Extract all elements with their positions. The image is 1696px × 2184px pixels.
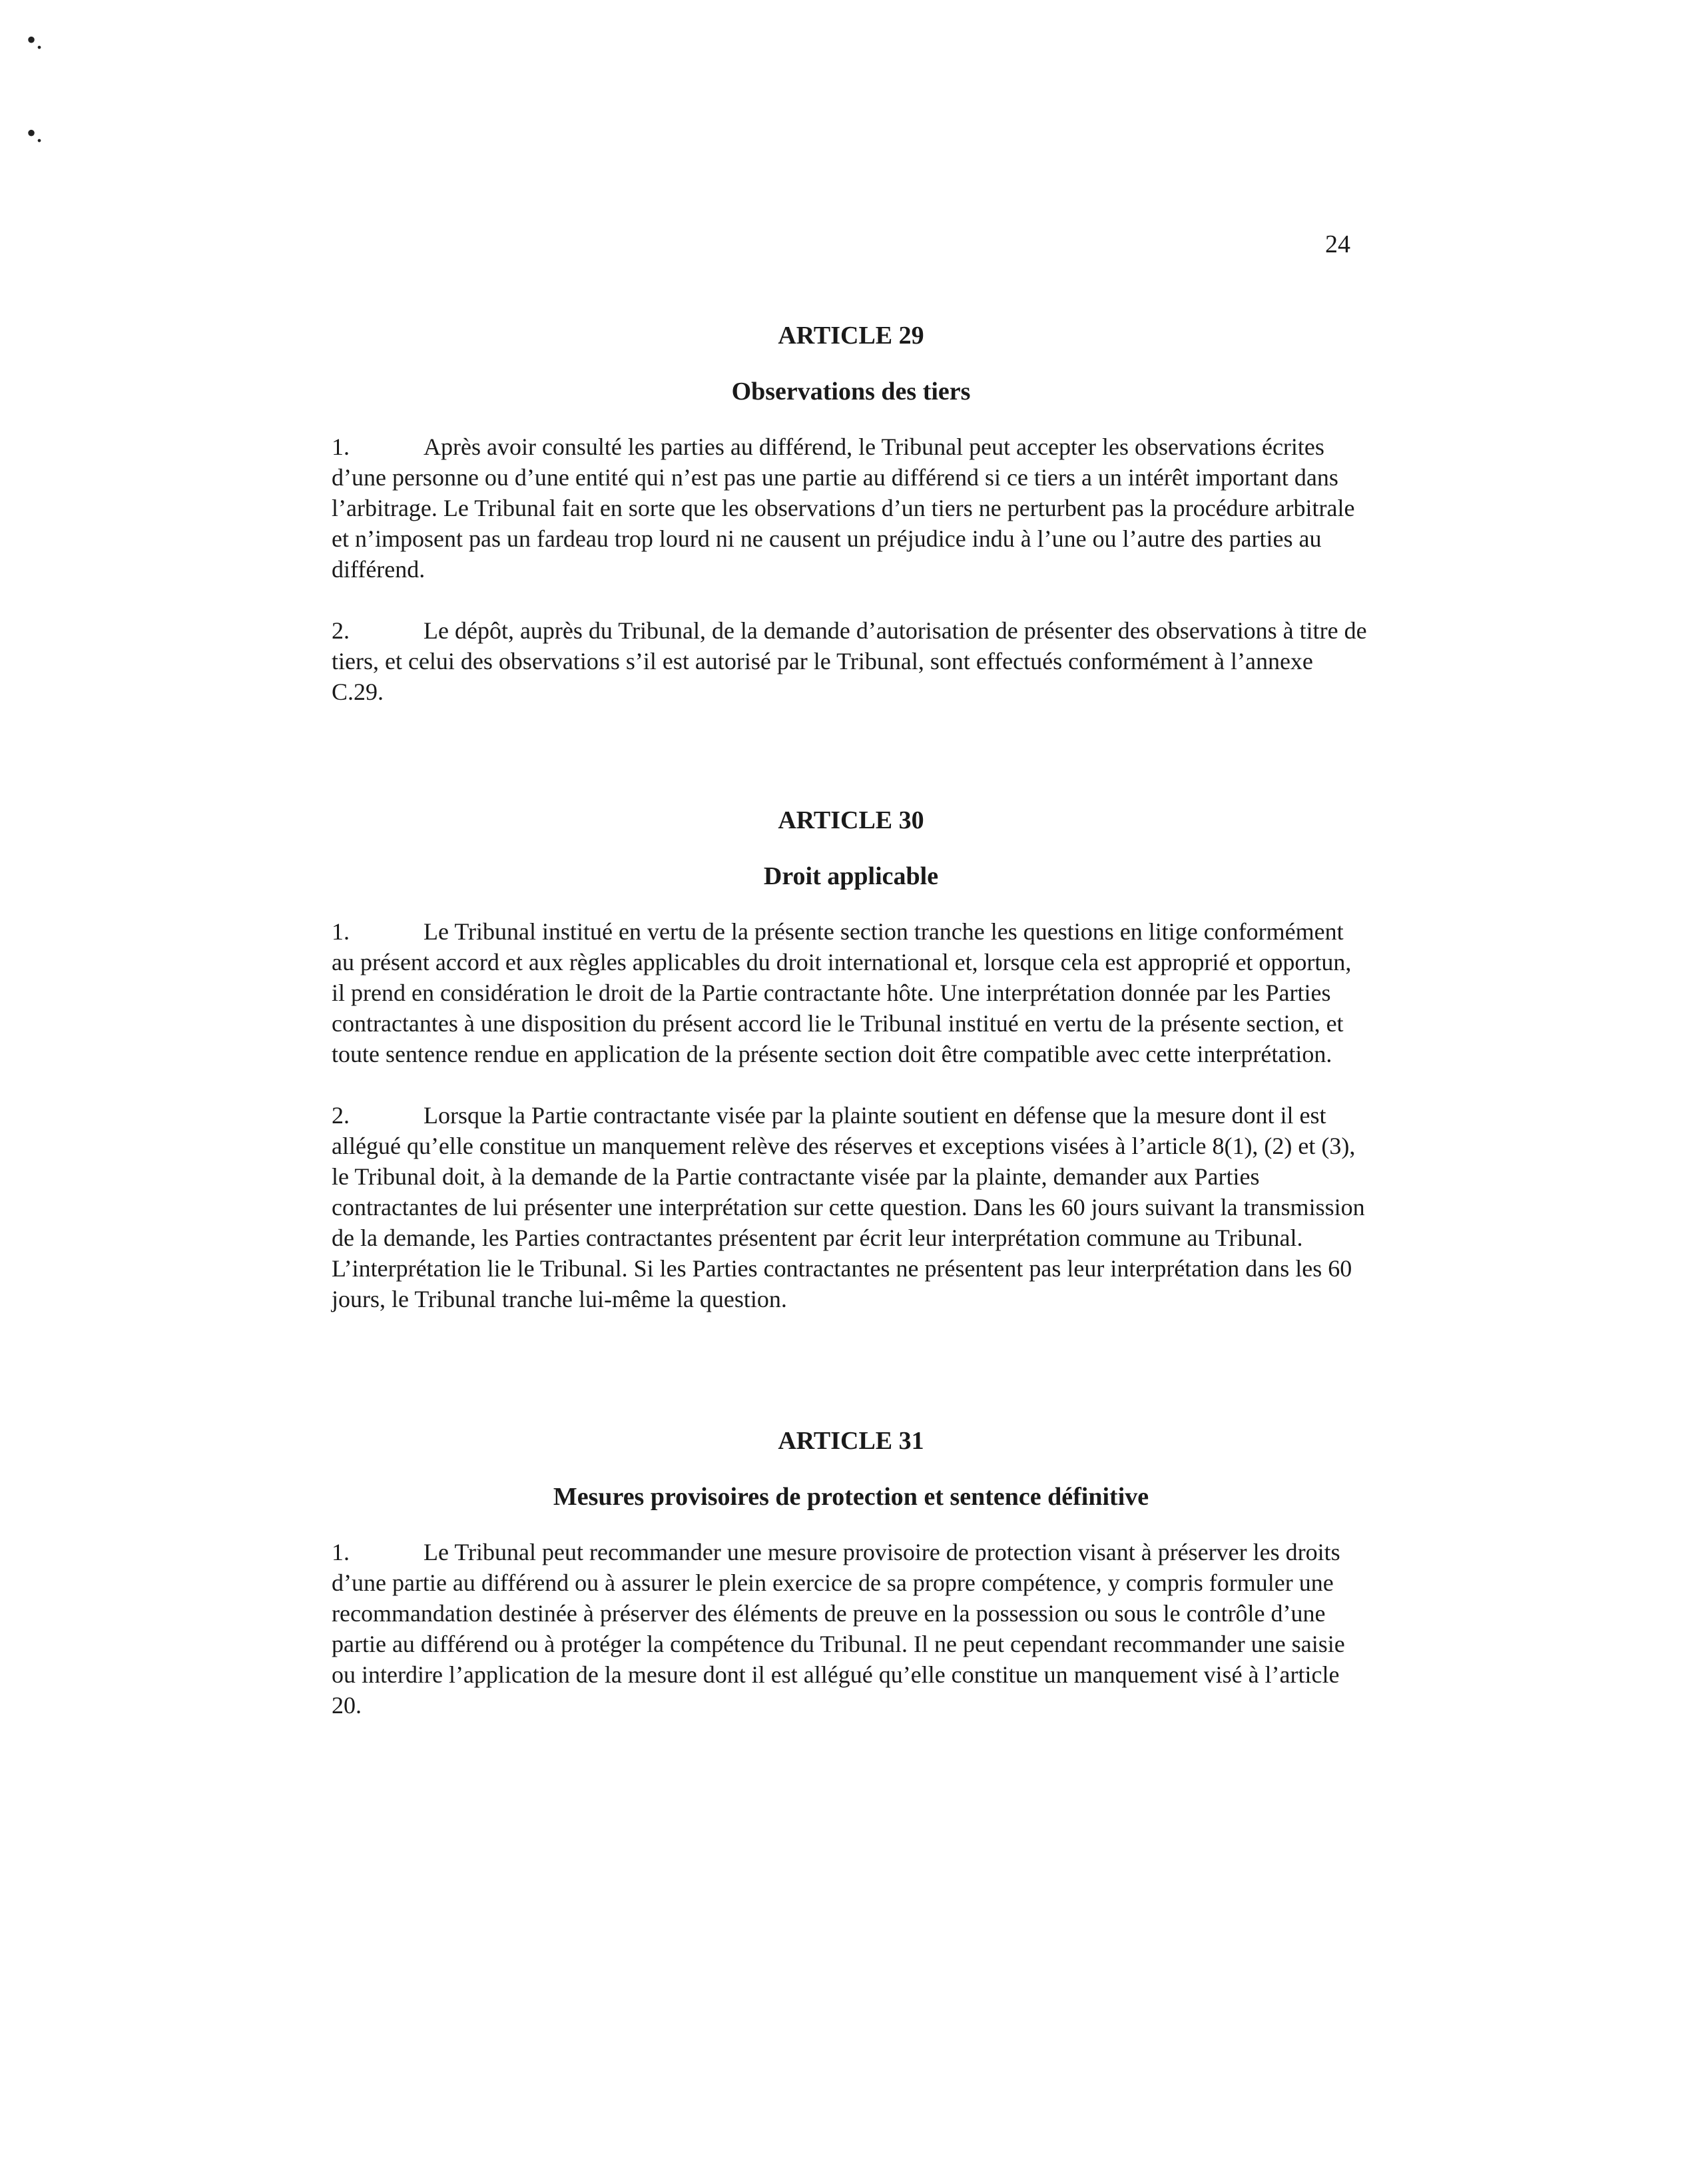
paragraph <box>332 615 1370 707</box>
paragraph-number: 1. <box>332 1539 350 1565</box>
article-heading: ARTICLE 29 <box>778 322 924 350</box>
paragraph-text: Le Tribunal peut recommander une mesure provisoire de protection visant à préserver les droits d’une partie au différend ou à assurer le plein exercice de sa propre compétence, y compris formuler une recommandation destinée à préserver des éléments de preuve en la possession ou sous le contrôle d’une partie au différend ou à protéger la compétence du Tribunal. Il ne peut cependant recommander une saisie ou interdire l’application de la mesure dont il est allégué qu’elle constitue un manquement visé à l’article 20. <box>332 1539 1345 1719</box>
paragraph <box>332 1100 1370 1314</box>
article-heading: ARTICLE 30 <box>778 806 924 834</box>
paragraph-number: 1. <box>332 918 350 945</box>
paragraph-number: 2. <box>332 1102 350 1129</box>
article-29 <box>332 320 1370 707</box>
paragraph <box>332 431 1370 585</box>
article-heading: ARTICLE 31 <box>778 1427 924 1455</box>
article-title: Mesures provisoires de protection et sentence définitive <box>553 1483 1149 1511</box>
paragraph-text: Le Tribunal institué en vertu de la présente section tranche les questions en litige conformément au présent accord et aux règles applicables du droit international et, lorsque cela est approprié et opportun, il prend en considération le droit de la Partie contractante hôte. Une interprétation donnée par les Parties contractantes à une disposition du présent accord lie le Tribunal institué en vertu de la présente section, et toute sentence rendue en application de la présente section doit être compatible avec cette interprétation. <box>332 918 1352 1067</box>
scan-speck: •. <box>27 25 43 55</box>
article-30 <box>332 804 1370 1314</box>
scan-speck: •. <box>27 118 43 148</box>
paragraph-text: Lorsque la Partie contractante visée par la plainte soutient en défense que la mesure dont il est allégué qu’elle constitue un manquement relève des réserves et exceptions visées à l’article 8(1), (2) et (3), le Tribunal doit, à la demande de la Partie contractante visée par la plainte, demander aux Parties contractantes de lui présenter une interprétation sur cette question. Dans les 60 jours suivant la transmission de la demande, les Parties contractantes présentent par écrit leur interprétation commune au Tribunal. L’interprétation lie le Tribunal. Si les Parties contractantes ne présentent pas leur interprétation dans les 60 jours, le Tribunal tranche lui-même la question. <box>332 1102 1365 1312</box>
page-number: 24 <box>1325 230 1350 258</box>
article-title: Observations des tiers <box>731 378 971 406</box>
document-body <box>332 320 1370 1751</box>
paragraph <box>332 1537 1370 1721</box>
article-title: Droit applicable <box>763 862 939 890</box>
paragraph-text: Le dépôt, auprès du Tribunal, de la demande d’autorisation de présenter des observations à titre de tiers, et celui des observations s’il est autorisé par le Tribunal, sont effectués conformément à l’annexe C.29. <box>332 617 1367 705</box>
paragraph-text: Après avoir consulté les parties au différend, le Tribunal peut accepter les observations écrites d’une personne ou d’une entité qui n’est pas une partie au différend si ce tiers a un intérêt important dans l’arbitrage. Le Tribunal fait en sorte que les observations d’un tiers ne perturbent pas la procédure arbitrale et n’imposent pas un fardeau trop lourd ni ne causent un préjudice indu à l’une ou l’autre des parties au différend. <box>332 433 1355 583</box>
paragraph-number: 2. <box>332 617 350 644</box>
paragraph-number: 1. <box>332 433 350 460</box>
paragraph <box>332 916 1370 1069</box>
article-31 <box>332 1425 1370 1721</box>
